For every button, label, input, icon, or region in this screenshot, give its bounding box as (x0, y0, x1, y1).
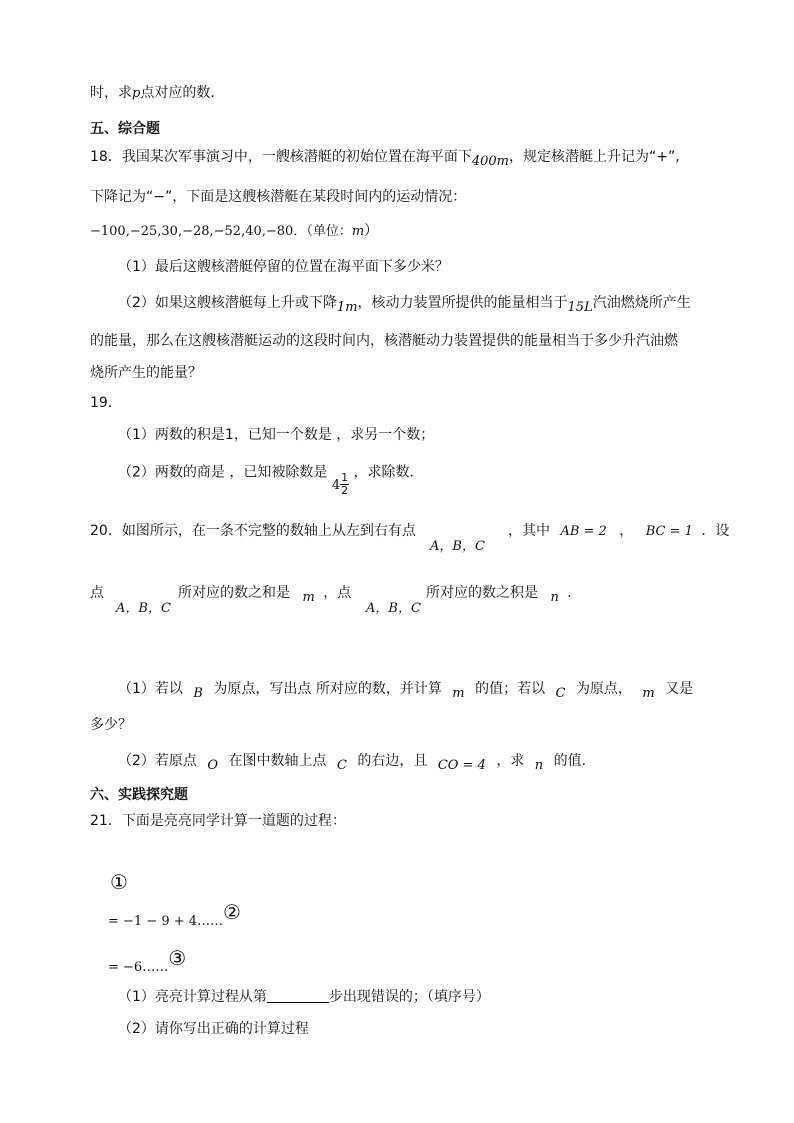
answer-blank[interactable] (267, 988, 329, 1003)
q20-bc: BC = 1 (645, 524, 693, 539)
mixed-number (331, 471, 354, 497)
q20-p1-b: 为原点，写出点 所对应的数，并计算 (213, 681, 442, 697)
q18-part2 (118, 294, 691, 313)
q19-part1: （1）两数的积是1，已知一个数是 ，求另一个数； (118, 427, 435, 443)
fraction-numerator: 1 (341, 471, 349, 484)
q18-text: 18．我国某次军事演习中，一艘核潜艇的初始位置在海平面下 (90, 149, 472, 165)
var-B: B (193, 686, 203, 701)
q20-dot: . (567, 585, 572, 601)
q20-l2-a: 点 (90, 585, 104, 601)
q20-ab: AB = 2 (560, 524, 607, 539)
q20-co: CO = 4 (437, 758, 486, 773)
step-2-expression: = −1 − 9 + 4…… (108, 914, 224, 929)
var-n: n (534, 758, 544, 773)
intro-text-a: 时，求 (90, 85, 132, 101)
q20-line1 (90, 522, 416, 540)
q21-p1-a: （1）亮亮计算过程从第 (118, 989, 267, 1005)
q20-part2 (118, 752, 586, 771)
q20-points-1: A，B，C (430, 539, 485, 554)
q18-p2-val1: 1m (336, 300, 358, 315)
step-2-marker: ② (223, 900, 241, 924)
q20-p2-d: ，求 (496, 753, 525, 769)
q20-comma: ， (619, 523, 634, 539)
var-m: m (302, 590, 315, 605)
q18-data: −100,−25,30,−28,−52,40,−80． (90, 224, 307, 239)
q20-text-b: ，其中 (508, 523, 550, 539)
q20-p1-e: 又是 (665, 681, 694, 697)
q20-p1-c: 的值；若以 (475, 681, 546, 697)
q21-intro: 21．下面是亮亮同学计算一道题的过程： (90, 813, 346, 829)
q18-depth: 400m (471, 154, 509, 169)
var-C: C (336, 758, 347, 773)
q18-part2-line3: 烧所产生的能量？ (90, 365, 202, 381)
q20-p1-d: 为原点， (575, 681, 632, 697)
section-heading-5: 五、综合题 (90, 121, 160, 137)
q18-p2-val2: 15L (567, 300, 593, 315)
q18-unit: m (351, 224, 365, 239)
q18-unit-label: （单位： (306, 224, 352, 239)
q20-line1-b (508, 522, 729, 541)
q20-l2-d (426, 584, 572, 603)
q20-p2-e: 的值. (553, 753, 587, 769)
intro-line (90, 84, 224, 103)
fraction-denominator: 2 (341, 484, 349, 497)
q19-p2-text: （2）两数的商是 ，已知被除数是 (118, 464, 328, 481)
q20-points-3: A，B，C (366, 601, 421, 616)
q18-p2-text-b: ，核动力装置所提供的能量相当于 (357, 295, 568, 311)
step-3-marker: ③ (168, 946, 187, 970)
var-C: C (555, 686, 566, 701)
q18-part2-line2: 的能量，那么在这艘核潜艇运动的这段时间内，核潜艇动力装置提供的能量相当于多少升汽油燃 (90, 333, 678, 349)
q21-p1-b: 步出现错误的；（填序号） (328, 989, 490, 1005)
q18-data-line (90, 222, 378, 241)
q18-unit-close: ） (364, 223, 379, 239)
q19-part2 (118, 460, 424, 497)
step-1-marker: ① (110, 870, 128, 894)
q18-text-b: ，规定核潜艇上升记为“+”, (508, 149, 680, 165)
q20-p2-b: 在图中数轴上点 (228, 753, 327, 769)
q18-line1 (90, 148, 680, 167)
q20-text-point: ，点 (323, 585, 352, 601)
var-n: n (550, 590, 559, 605)
q20-p1-a: （1）若以 (118, 681, 183, 697)
intro-text-b: 点对应的数． (140, 85, 225, 101)
section-heading-6: 六、实践探究题 (90, 787, 188, 803)
q20-part1-line2: 多少？ (90, 717, 132, 733)
q21-step2 (108, 900, 241, 931)
q18-p2-text-a: （2）如果这艘核潜艇每上升或下降 (118, 295, 337, 311)
q21-step3 (108, 946, 187, 977)
fraction (340, 472, 349, 497)
q20-text-c: ．设 (701, 523, 730, 539)
mixed-whole: 4 (331, 477, 341, 493)
q19-p2-end: ，求除数． (353, 464, 424, 481)
q20-text-sum: 所对应的数之和是 (178, 585, 290, 601)
q21-part2: （2）请你写出正确的计算过程 (118, 1021, 309, 1037)
q18-p2-text-c: 汽油燃烧所产生 (592, 295, 691, 311)
q19-number: 19． (90, 395, 122, 411)
var-O: O (207, 758, 219, 773)
q20-points-2: A，B，C (116, 601, 171, 616)
var-p: p (132, 86, 141, 101)
q18-part1: （1）最后这艘核潜艇停留的位置在海平面下多少米？ (118, 259, 449, 275)
q20-p2-a: （2）若原点 (118, 753, 197, 769)
q18-line2: 下降记为“−”，下面是这艘核潜艇在某段时间内的运动情况： (90, 189, 467, 205)
q20-p2-c: 的右边，且 (357, 753, 428, 769)
q20-text-product: 所对应的数之积是 (426, 585, 538, 601)
var-m: m (452, 686, 465, 701)
var-m: m (642, 686, 655, 701)
step-3-expression: = −6…… (108, 960, 169, 975)
q21-part1 (118, 988, 490, 1006)
q20-l2-b (178, 584, 351, 603)
q20-text-a: 20．如图所示，在一条不完整的数轴上从左到右有点 (90, 523, 416, 539)
q20-part1 (118, 680, 693, 699)
